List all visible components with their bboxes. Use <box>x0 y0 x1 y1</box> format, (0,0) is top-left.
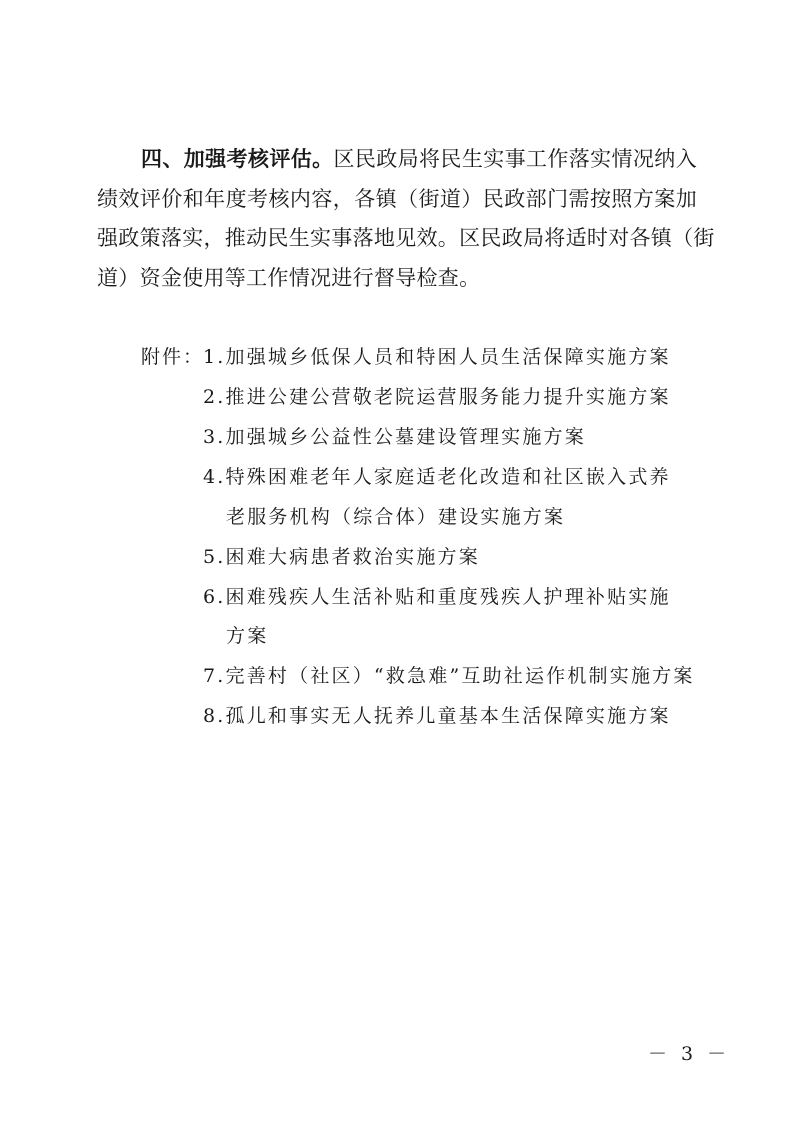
attachment-item-6: 6.困难残疾人生活补贴和重度残疾人护理补贴实施 <box>203 586 671 608</box>
attachment-item-2: 2.推进公建公营敬老院运营服务能力提升实施方案 <box>203 386 671 408</box>
paragraph-line-2: 绩效评价和年度考核内容，各镇（街道）民政部门需按照方案加 <box>97 187 697 211</box>
attachment-item-3: 3.加强城乡公益性公墓建设管理实施方案 <box>203 426 586 448</box>
paragraph-line-4: 道）资金使用等工作情况进行督导检查。 <box>97 266 481 290</box>
attachment-item-4-continued: 老服务机构（综合体）建设实施方案 <box>226 506 566 528</box>
attachment-item-5: 5.困难大病患者救治实施方案 <box>203 546 480 568</box>
attachment-item-7: 7.完善村（社区）“救急难”互助社运作机制实施方案 <box>203 665 695 687</box>
page-number: － 3 － <box>648 1043 731 1065</box>
paragraph-line-3: 强政策落实，推动民生实事落地见效。区民政局将适时对各镇（街 <box>97 226 715 250</box>
paragraph-line-1 <box>141 145 697 173</box>
section-heading: 四、加强考核评估。 <box>141 147 334 171</box>
attachment-item-1: 1.加强城乡低保人员和特困人员生活保障实施方案 <box>203 346 671 368</box>
attachment-item-6-continued: 方案 <box>226 625 269 647</box>
attachments-label: 附件： <box>141 346 205 368</box>
attachment-item-8: 8.孤儿和事实无人抚养儿童基本生活保障实施方案 <box>203 705 671 727</box>
attachment-item-4: 4.特殊困难老年人家庭适老化改造和社区嵌入式养 <box>203 466 671 488</box>
paragraph-text: 区民政局将民生实事工作落实情况纳入 <box>333 147 697 171</box>
